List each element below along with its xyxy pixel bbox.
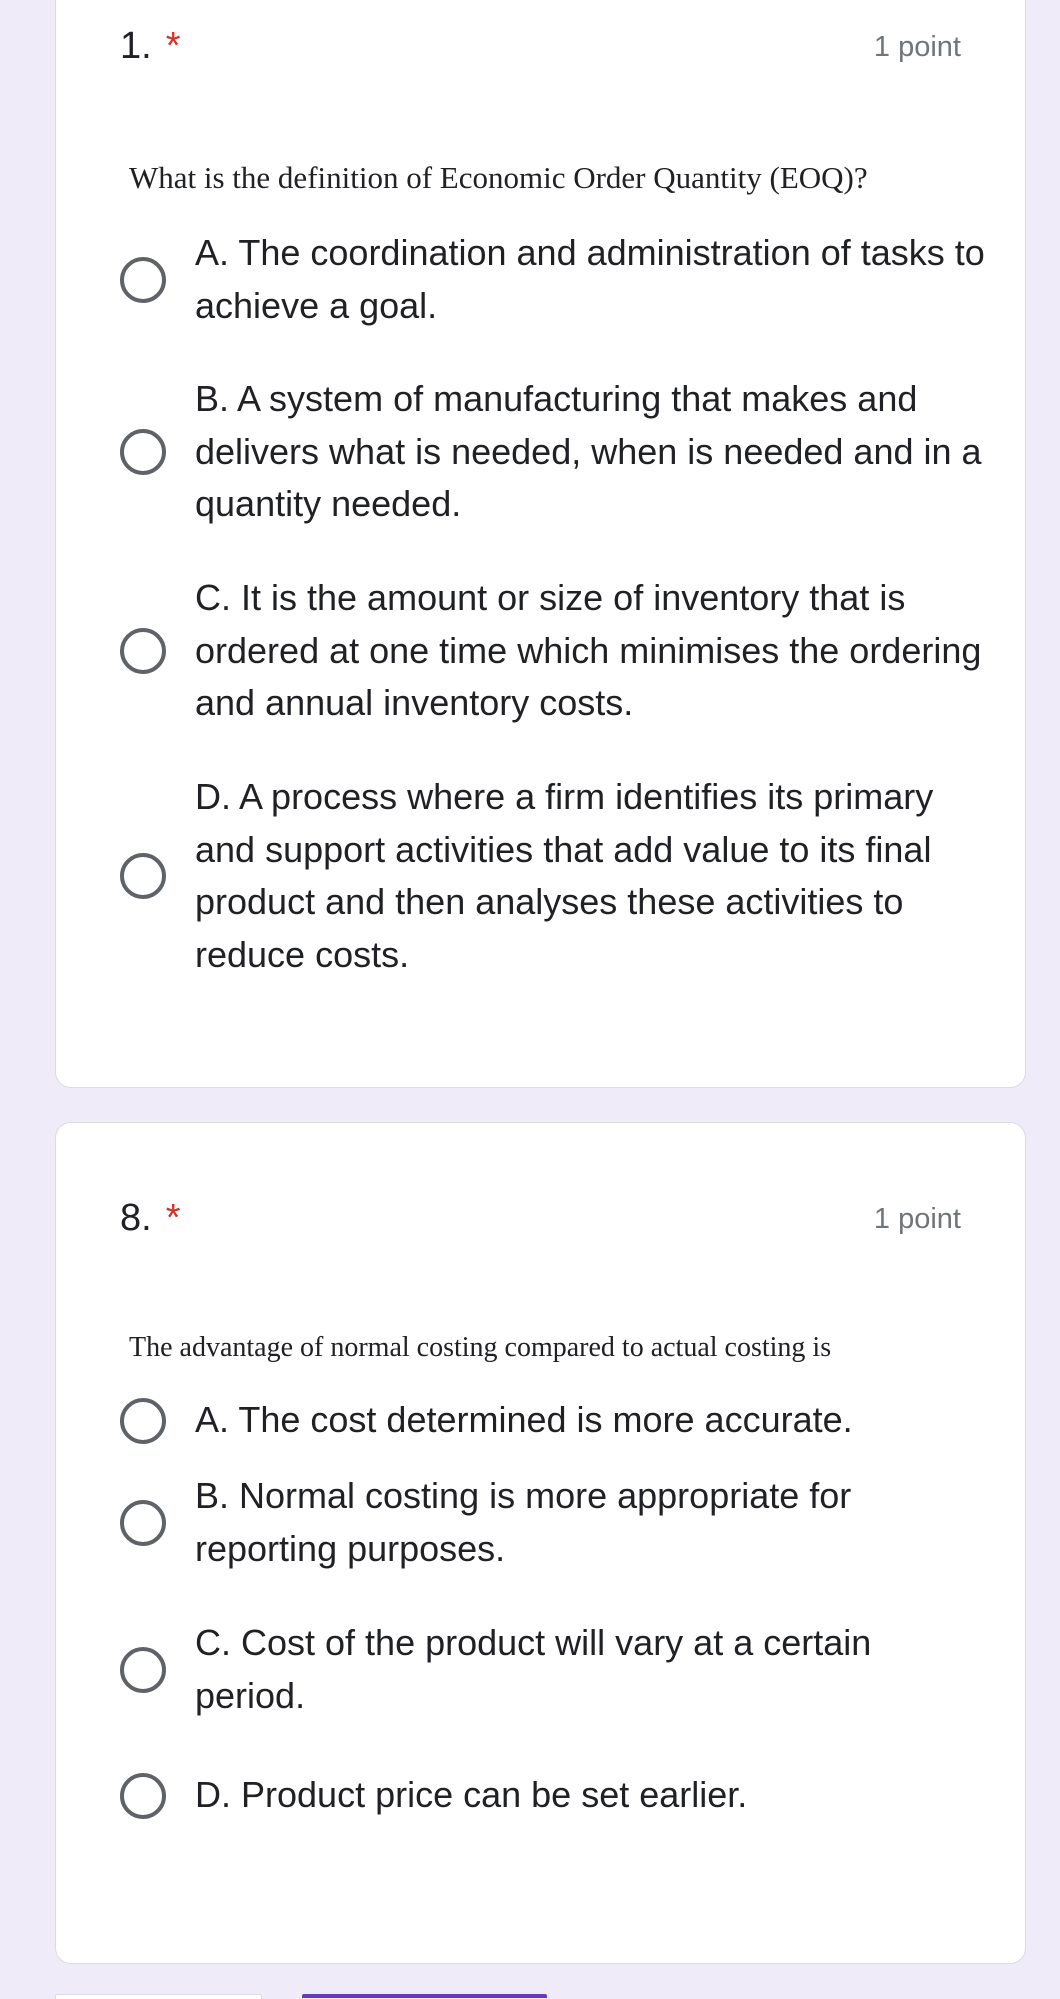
option-label-b: B. A system of manufacturing that makes and delivers what is needed, when is needed and in a quantity needed.: [195, 378, 982, 525]
submit-button-edge[interactable]: [302, 1994, 547, 1998]
question-text: The advantage of normal costing compared to actual costing is: [129, 1332, 832, 1363]
question-number-label: 1.: [120, 25, 152, 67]
question-points: 1 point: [873, 31, 961, 63]
option-label-c: C. It is the amount or size of inventory that is ordered at one time which minimises the ordering and annual inventory costs.: [195, 577, 982, 724]
question-text: What is the definition of Economic Order Quantity (EOQ)?: [129, 160, 868, 195]
option-c[interactable]: [120, 1617, 985, 1722]
radio-button-d[interactable]: [120, 1773, 166, 1819]
question-number: [120, 21, 181, 71]
radio-button-c[interactable]: [120, 1647, 166, 1693]
option-label-d: D. Product price can be set earlier.: [195, 1774, 748, 1816]
required-asterisk: *: [165, 1197, 181, 1239]
option-b[interactable]: [120, 373, 985, 531]
question-card: [55, 0, 1026, 1088]
option-c[interactable]: [120, 572, 985, 730]
question-header: [120, 21, 961, 71]
option-d[interactable]: [120, 1768, 985, 1823]
question-number: [120, 1193, 181, 1243]
radio-button-b[interactable]: [120, 429, 166, 475]
option-label-a: A. The cost determined is more accurate.: [195, 1399, 853, 1441]
radio-button-b[interactable]: [120, 1500, 166, 1546]
option-b[interactable]: [120, 1470, 985, 1575]
option-label-c: C. Cost of the product will vary at a certain period.: [195, 1622, 872, 1716]
option-label-d: D. A process where a firm identifies its primary and support activities that add value to its final product and then analyses these activities to reduce costs.: [195, 776, 934, 975]
question-header: [120, 1193, 961, 1243]
radio-button-a[interactable]: [120, 257, 166, 303]
option-label-a: A. The coordination and administration of tasks to achieve a goal.: [195, 232, 985, 326]
radio-button-c[interactable]: [120, 628, 166, 674]
option-a[interactable]: [120, 1393, 985, 1448]
question-number-label: 8.: [120, 1197, 152, 1239]
option-label-b: B. Normal costing is more appropriate for reporting purposes.: [195, 1475, 852, 1569]
radio-button-d[interactable]: [120, 853, 166, 899]
radio-button-a[interactable]: [120, 1398, 166, 1444]
option-a[interactable]: [120, 227, 985, 332]
required-asterisk: *: [165, 25, 181, 67]
option-d[interactable]: [120, 771, 985, 981]
bottom-button-edge[interactable]: [55, 1994, 262, 1999]
question-points: 1 point: [873, 1203, 961, 1235]
question-card: [55, 1122, 1026, 1964]
